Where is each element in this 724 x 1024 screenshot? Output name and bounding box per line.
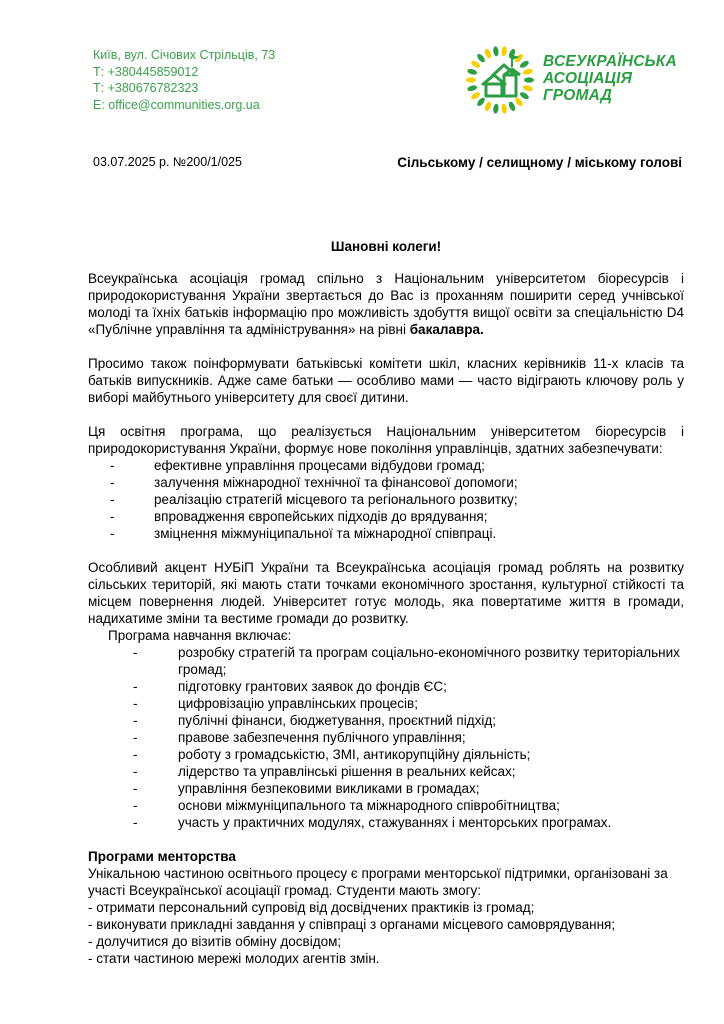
petal-shape	[484, 101, 493, 112]
petal-shape	[476, 53, 486, 64]
petal-shape	[501, 46, 508, 57]
petal-shape	[470, 59, 481, 69]
list-item: - впровадження європейських підходів до врядування;	[88, 508, 684, 525]
list-item: - управління безпековими викликами в громадах;	[88, 780, 684, 797]
list-item: - основи міжмуніципального та міжнародного співробітництва;	[88, 797, 684, 814]
list-item: - залучення міжнародної технічної та фінансової допомоги;	[88, 474, 684, 491]
petal-shape	[522, 84, 533, 92]
curriculum-list	[88, 644, 684, 831]
list-item: - ефективне управління процесами відбудови громад;	[88, 457, 684, 474]
petal-shape	[493, 46, 500, 57]
house-sun-emblem-icon	[462, 45, 540, 115]
petal-shape	[519, 59, 530, 69]
program-goals-list	[88, 457, 684, 542]
paragraph-parents: Просимо також поінформувати батьківські комітети шкіл, класних керівників 11-х класів та батьків випускників. Адже саме батьки — особливо мами — часто відіграють ключову роль у виборі майбутнього університету для своєї дитини.	[88, 356, 684, 405]
petal-shape	[467, 68, 478, 76]
logo-line-1: ВСЕУКРАЇНСЬКА	[543, 53, 677, 70]
recipient: Сільському / селищному / міському голові	[397, 155, 682, 170]
paragraph-program: Ця освітня програма, що реалізується Національним університетом біоресурсів і природокористування України, формує нове покоління управлінців, здатних забезпечувати:	[88, 424, 684, 456]
mentorship-item: - отримати персональний супровід від досвідчених практиків із громад;	[88, 900, 535, 915]
letter-body	[88, 238, 684, 967]
petal-shape	[470, 91, 481, 101]
petal-shape	[508, 101, 517, 112]
list-item: - роботу з громадськістю, ЗМІ, антикорупційну діяльність;	[88, 746, 684, 763]
paragraph-intro-text: Всеукраїнська асоціація громад спільно з Національним університетом біоресурсів і природокористування України звертається до Вас із проханням поширити серед учнівської молоді та їхніх батьків інформацію про можливість здобуття вищої освіти за спеціальністю D4 «Публічне управління та адміністрування» на рівні	[88, 271, 684, 337]
email: E: office@communities.org.ua	[93, 97, 260, 112]
logo-line-3: ГРОМАД	[543, 87, 612, 104]
petal-shape	[484, 48, 493, 59]
address: Київ, вул. Січових Стрільців, 73	[93, 48, 276, 62]
petal-shape	[524, 77, 534, 82]
list-item: - участь у практичних модулях, стажуваннях і менторських програмах.	[88, 814, 684, 831]
petal-shape	[476, 96, 486, 107]
petal-shape	[467, 84, 478, 92]
phone-2: Т: +380676782323	[93, 81, 199, 95]
list-item: - правове забезпечення публічного управління;	[88, 729, 684, 746]
petal-shape	[514, 96, 524, 107]
letterhead-contacts	[93, 47, 275, 113]
petal-shape	[519, 91, 530, 101]
mentorship-item: - стати частиною мережі молодих агентів змін.	[88, 951, 380, 966]
paragraph-intro	[88, 270, 684, 338]
list-item: - реалізацію стратегій місцевого та регіонального розвитку;	[88, 491, 684, 508]
petal-shape	[493, 103, 500, 114]
petal-shape	[501, 103, 508, 114]
reference-number: 03.07.2025 р. №200/1/025	[93, 155, 242, 169]
list-item: - публічні фінанси, бюджетування, проєктний підхід;	[88, 712, 684, 729]
list-item: - підготовку грантових заявок до фондів ЄС;	[88, 678, 684, 695]
logo-wordmark	[543, 53, 677, 104]
petal-shape	[522, 68, 533, 76]
association-logo	[462, 45, 702, 115]
list-item: - зміцнення міжмуніципальної та міжнародної співпраці.	[88, 525, 684, 542]
mentorship-intro: Унікальною частиною освітнього процесу є програми менторської підтримки, організовані за участі Всеукраїнської асоціації громад. Студенти мають змогу:	[88, 866, 668, 898]
mentorship-heading: Програми менторства	[88, 849, 236, 864]
mentorship-item: - долучитися до візитів обміну досвідом;	[88, 934, 342, 949]
petal-shape	[466, 77, 476, 82]
program-intro: Програма навчання включає:	[108, 628, 292, 643]
greeting: Шановні колеги!	[330, 239, 442, 254]
list-item: - цифровізацію управлінських процесів;	[88, 695, 684, 712]
paragraph-intro-bold: бакалавра.	[409, 322, 484, 337]
list-item: - лідерство та управлінські рішення в реальних кейсах;	[88, 763, 684, 780]
list-item: - розробку стратегій та програм соціально-економічного розвитку територіальних громад;	[88, 644, 684, 678]
phone-1: Т: +380445859012	[93, 64, 199, 79]
logo-line-2: АСОЦІАЦІЯ	[543, 70, 633, 87]
mentorship-item: - виконувати прикладні завдання у співпраці з органами місцевого самоврядування;	[88, 917, 616, 932]
paragraph-rural: Особливий акцент НУБіП України та Всеукраїнська асоціація громад роблять на розвитку сільських територій, які мають стати точками економічного зростання, культурної стійкості та місцем повернення людей. Університет готує молодь, яка повертатиме життя в громади, надихатиме зміни та вестиме громади до розвитку.	[88, 560, 684, 626]
